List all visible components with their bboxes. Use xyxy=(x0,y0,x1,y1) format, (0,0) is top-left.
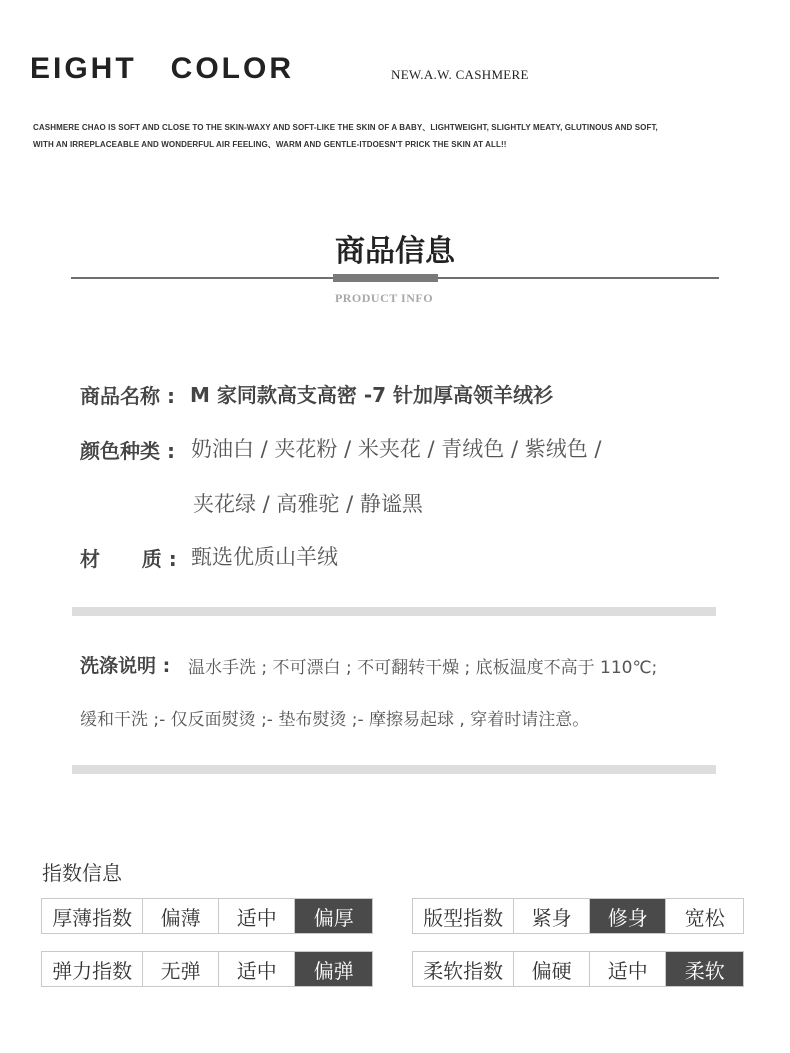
index-label: 版型指数 xyxy=(413,899,514,933)
index-option: 紧身 xyxy=(514,899,590,933)
brand-logo-text: EIGHT COLOR xyxy=(30,52,294,85)
divider-top xyxy=(72,607,716,616)
index-option: 偏薄 xyxy=(143,899,219,933)
product-name-value: M 家同款高支高密 -7 针加厚高领羊绒衫 xyxy=(190,383,554,407)
index-option: 适中 xyxy=(219,952,296,986)
index-option: 宽松 xyxy=(684,905,725,930)
index-option-selected: 偏弹 xyxy=(295,952,372,986)
index-option-selected: 修身 xyxy=(590,899,667,933)
material-label: 材 质 : xyxy=(80,547,177,571)
index-table-thickness xyxy=(41,898,373,934)
sub-brand: NEW.A.W. CASHMERE xyxy=(391,67,529,82)
index-option: 无弹 xyxy=(143,952,219,986)
color-value-line-1: 奶油白 / 夹花粉 / 米夹花 / 青绒色 / 紫绒色 / xyxy=(191,437,602,461)
color-label: 颜色种类 : xyxy=(80,439,175,463)
index-label: 厚薄指数 xyxy=(42,899,143,933)
tagline-line-1: CASHMERE CHAO IS SOFT AND CLOSE TO THE SKIN-WAXY AND SOFT-LIKE THE SKIN OF A BABY、LIGHTWEIGHT, SLIGHTLY MEATY, GLUTINOUS AND SOFT, xyxy=(33,123,658,132)
section-title: 商品信息 xyxy=(335,234,455,269)
material-value: 甄选优质山羊绒 xyxy=(191,545,338,569)
color-value-line-2: 夹花绿 / 高雅驼 / 静谧黑 xyxy=(193,492,423,516)
index-table-softness xyxy=(412,951,744,987)
index-table-fit xyxy=(412,898,744,934)
index-heading: 指数信息 xyxy=(42,861,122,885)
wash-label: 洗涤说明 : xyxy=(80,655,171,677)
wash-line-1: 温水手洗 ; 不可漂白 ; 不可翻转干燥 ; 底板温度不高于 110℃; xyxy=(188,658,658,678)
divider-bottom xyxy=(72,765,716,774)
index-label: 弹力指数 xyxy=(42,952,143,986)
index-option: 偏硬 xyxy=(514,952,590,986)
index-option-selected: 柔软 xyxy=(666,952,743,986)
section-title-en: PRODUCT INFO xyxy=(334,291,434,305)
index-option-selected: 偏厚 xyxy=(295,899,372,933)
tagline-line-2: WITH AN IRREPLACEABLE AND WONDERFUL AIR FEELING、WARM AND GENTLE-ITDOESN'T PRICK THE SKIN AT ALL!! xyxy=(33,140,507,149)
title-accent-bar xyxy=(333,274,438,282)
index-label: 柔软指数 xyxy=(413,952,514,986)
product-name-label: 商品名称 : xyxy=(80,384,175,408)
index-table-elasticity xyxy=(41,951,373,987)
index-option: 适中 xyxy=(590,952,667,986)
wash-line-2: 缓和干洗 ;- 仅反面熨烫 ;- 垫布熨烫 ;- 摩擦易起球 , 穿着时请注意。 xyxy=(80,710,590,730)
index-option: 适中 xyxy=(219,899,296,933)
